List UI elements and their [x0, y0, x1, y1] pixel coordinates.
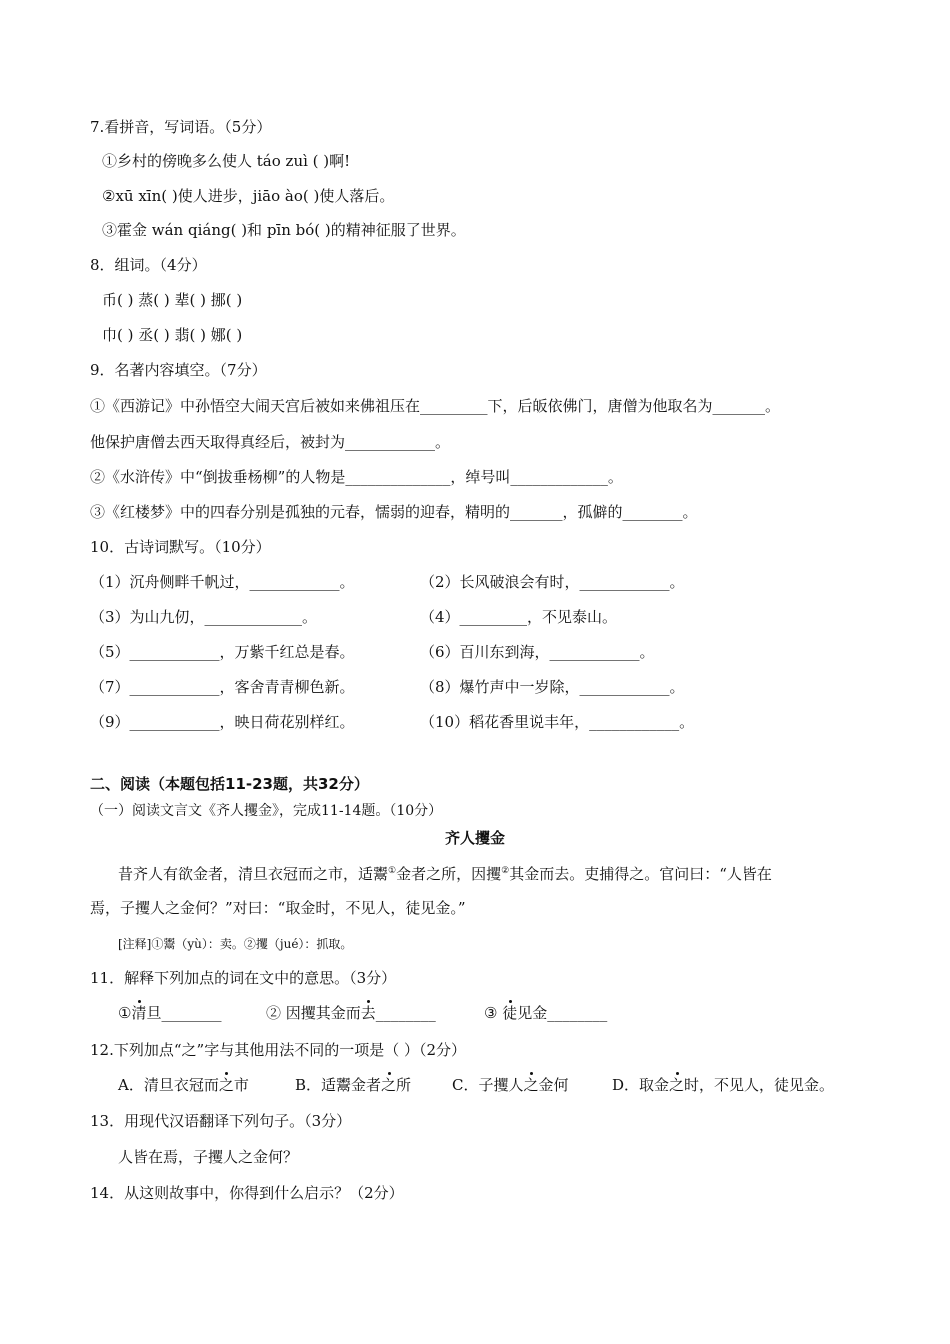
q7-line-3: ③霍金 wán qiáng( )和 pīn bó( )的精神征服了世界。 — [102, 221, 466, 239]
footnote-mark: ② — [501, 866, 510, 876]
q12-option-d — [612, 1075, 834, 1095]
footnote-mark: ① — [388, 866, 397, 876]
q9-line-2: 他保护唐僧去西天取得真经后，被封为____________。 — [90, 433, 451, 451]
q13-title: 13．用现代汉语翻译下列句子。（3分） — [90, 1112, 352, 1130]
passage-line-1 — [118, 861, 772, 884]
q7-line-2: ②xū xīn( )使人进步，jiāo ào( )使人落后。 — [102, 187, 395, 205]
dotted-char: 清 — [131, 1004, 147, 1022]
q9-line-3: ②《水浒传》中“倒拔垂杨柳”的人物是______________，绰号叫_____________。 — [90, 468, 623, 486]
q10-item: （2）长风破浪会有时，____________。 — [420, 573, 685, 591]
q10-title: 10．古诗词默写。（10分） — [90, 538, 271, 556]
section-heading: 二、阅读（本题包括11-23题，共32分） — [90, 775, 369, 793]
q11-text: ② 因攫其金而 — [266, 1004, 361, 1022]
q11-item-c — [484, 1003, 607, 1023]
q12-option-b — [295, 1075, 411, 1095]
q12-text: D．取金 — [612, 1076, 670, 1094]
q11-text: 旦________ — [146, 1004, 222, 1022]
passage-text: 其金而去。吏捕得之。官问曰：“人皆在 — [509, 865, 772, 883]
q12-option-c — [452, 1075, 569, 1095]
q8-line-1: 币( ) 蒸( ) 辈( ) 挪( ) — [102, 291, 243, 309]
dotted-char: 之 — [218, 1076, 234, 1094]
q11-text: ________ — [375, 1004, 436, 1022]
dotted-char: 之 — [669, 1076, 685, 1094]
q10-item: （8）爆竹声中一岁除，____________。 — [420, 678, 685, 696]
passage-text: 昔齐人有欲金者，清旦衣冠而之市，适鬻 — [118, 865, 389, 883]
dotted-char: 之 — [381, 1076, 397, 1094]
q10-item: （6）百川东到海，____________。 — [420, 643, 655, 661]
q10-item: （10）稻花香里说丰年，____________。 — [420, 713, 695, 731]
q10-item: （9）____________，映日荷花别样红。 — [90, 713, 355, 731]
q12-text: 所 — [396, 1076, 412, 1094]
dotted-char: 徒 — [502, 1004, 518, 1022]
q12-title: 12.下列加点“之”字与其他用法不同的一项是（ ）（2分） — [90, 1041, 467, 1059]
q10-item: （4）_________，不见泰山。 — [420, 608, 618, 626]
q12-text: A．清旦衣冠而 — [118, 1076, 219, 1094]
q10-item: （7）____________，客舍青青柳色新。 — [90, 678, 355, 696]
passage-text: 金者之所，因攫 — [396, 865, 502, 883]
q11-text: ① — [118, 1004, 132, 1022]
section-subheading: （一）阅读文言文《齐人攫金》，完成11-14题。（10分） — [90, 803, 443, 819]
q11-text: 见金________ — [517, 1004, 608, 1022]
q14-title: 14．从这则故事中，你得到什么启示？（2分） — [90, 1184, 404, 1202]
q11-item-a — [118, 1003, 221, 1023]
q12-text: 市 — [233, 1076, 249, 1094]
passage-note: [注释]①鬻（yù）：卖。②攫（jué）：抓取。 — [118, 937, 353, 951]
q10-item: （1）沉舟侧畔千帆过，____________。 — [90, 573, 355, 591]
q11-text: ③ — [484, 1004, 503, 1022]
q10-item: （3）为山九仞，_____________。 — [90, 608, 318, 626]
passage-line-2: 焉，子攫人之金何？”对曰：“取金时，不见人，徒见金。” — [90, 899, 466, 917]
q12-text: 金何 — [538, 1076, 569, 1094]
q8-title: 8．组词。（4分） — [90, 256, 207, 274]
q12-text: 时，不见人，徒见金。 — [684, 1076, 835, 1094]
q9-title: 9．名著内容填空。（7分） — [90, 361, 267, 379]
q7-title: 7.看拼音，写词语。（5分） — [90, 118, 272, 136]
passage-title: 齐人攫金 — [444, 829, 505, 847]
q9-line-4: ③《红楼梦》中的四春分别是孤独的元春，懦弱的迎春，精明的_______，孤僻的________。 — [90, 503, 698, 521]
q13-sentence: 人皆在焉，子攫人之金何？ — [118, 1148, 299, 1166]
q12-text: C．子攫人 — [452, 1076, 524, 1094]
q9-line-1: ①《西游记》中孙悟空大闹天宫后被如来佛祖压在_________下，后皈依佛门，唐僧为他取名为_______。 — [90, 397, 781, 415]
dotted-char: 之 — [523, 1076, 539, 1094]
q8-line-2: 巾( ) 丞( ) 翡( ) 娜( ) — [102, 326, 243, 344]
q12-option-a — [118, 1075, 249, 1095]
dotted-char: 去 — [360, 1004, 376, 1022]
q7-line-1: ①乡村的傍晚多么使人 táo zuì ( )啊! — [102, 152, 351, 170]
q11-title: 11．解释下列加点的词在文中的意思。（3分） — [90, 969, 397, 987]
q11-item-b — [266, 1003, 436, 1023]
q12-text: B．适鬻金者 — [295, 1076, 382, 1094]
q10-item: （5）____________，万紫千红总是春。 — [90, 643, 355, 661]
